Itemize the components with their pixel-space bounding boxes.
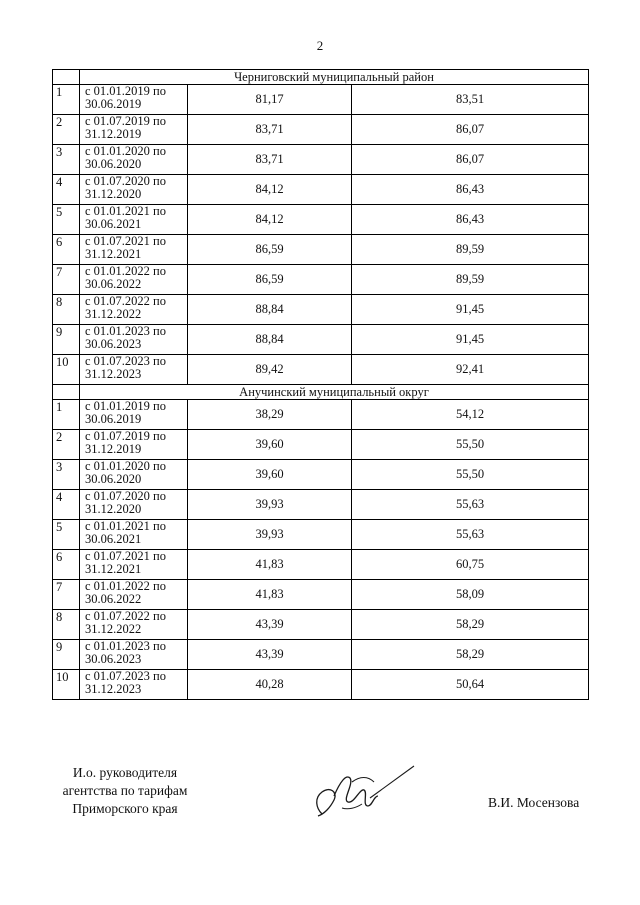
period-cell: с 01.01.2020 по 30.06.2020	[80, 145, 188, 175]
row-number: 3	[53, 145, 80, 175]
row-number: 3	[53, 460, 80, 490]
table-row	[53, 400, 589, 430]
tariff-value-1: 43,39	[188, 610, 352, 640]
period-cell: с 01.07.2021 по 31.12.2021	[80, 235, 188, 265]
row-number: 1	[53, 400, 80, 430]
tariff-value-2: 86,07	[352, 115, 589, 145]
tariff-value-2: 55,50	[352, 430, 589, 460]
tariff-value-1: 86,59	[188, 265, 352, 295]
tariff-value-1: 41,83	[188, 580, 352, 610]
table-row	[53, 550, 589, 580]
period-cell: с 01.01.2020 по 30.06.2020	[80, 460, 188, 490]
section-header-row	[53, 385, 589, 400]
tariff-value-1: 89,42	[188, 355, 352, 385]
tariff-value-1: 84,12	[188, 205, 352, 235]
table-row	[53, 640, 589, 670]
row-number: 4	[53, 490, 80, 520]
period-cell: с 01.07.2022 по 31.12.2022	[80, 295, 188, 325]
period-cell: с 01.07.2022 по 31.12.2022	[80, 610, 188, 640]
tariff-value-2: 86,43	[352, 175, 589, 205]
period-cell: с 01.01.2019 по 30.06.2019	[80, 400, 188, 430]
tariff-value-2: 54,12	[352, 400, 589, 430]
tariff-value-2: 89,59	[352, 235, 589, 265]
table-row	[53, 265, 589, 295]
row-number: 5	[53, 205, 80, 235]
tariff-value-2: 58,29	[352, 610, 589, 640]
tariff-value-2: 91,45	[352, 325, 589, 355]
row-number: 10	[53, 355, 80, 385]
table-row	[53, 355, 589, 385]
tariff-value-2: 91,45	[352, 295, 589, 325]
tariff-table	[52, 69, 589, 700]
page-number: 2	[316, 38, 324, 53]
table-row	[53, 580, 589, 610]
tariff-value-2: 86,43	[352, 205, 589, 235]
row-number: 2	[53, 115, 80, 145]
signatory-title-line-1: И.о. руководителя	[72, 765, 178, 780]
tariff-value-1: 39,60	[188, 430, 352, 460]
period-cell: с 01.01.2021 по 30.06.2021	[80, 205, 188, 235]
section-title: Анучинский муниципальный округ	[80, 385, 589, 400]
tariff-value-1: 39,93	[188, 490, 352, 520]
period-cell: с 01.07.2021 по 31.12.2021	[80, 550, 188, 580]
row-number: 9	[53, 325, 80, 355]
signatory-title	[55, 764, 195, 818]
section-title: Черниговский муниципальный район	[80, 70, 589, 85]
tariff-value-2: 92,41	[352, 355, 589, 385]
period-cell: с 01.07.2019 по 31.12.2019	[80, 430, 188, 460]
period-cell: с 01.07.2019 по 31.12.2019	[80, 115, 188, 145]
table-row	[53, 670, 589, 700]
period-cell: с 01.07.2020 по 31.12.2020	[80, 175, 188, 205]
table-row	[53, 175, 589, 205]
period-cell: с 01.01.2021 по 30.06.2021	[80, 520, 188, 550]
tariff-value-2: 60,75	[352, 550, 589, 580]
row-number: 10	[53, 670, 80, 700]
table-row	[53, 460, 589, 490]
tariff-value-2: 55,63	[352, 490, 589, 520]
tariff-value-1: 39,60	[188, 460, 352, 490]
signatory-title-line-3: Приморского края	[72, 801, 178, 816]
tariff-value-1: 88,84	[188, 325, 352, 355]
tariff-value-2: 83,51	[352, 85, 589, 115]
table-row	[53, 610, 589, 640]
tariff-value-1: 84,12	[188, 175, 352, 205]
tariff-value-2: 55,50	[352, 460, 589, 490]
tariff-value-2: 89,59	[352, 265, 589, 295]
tariff-value-1: 43,39	[188, 640, 352, 670]
period-cell: с 01.01.2022 по 30.06.2022	[80, 265, 188, 295]
table-row	[53, 325, 589, 355]
period-cell: с 01.01.2019 по 30.06.2019	[80, 85, 188, 115]
signatory-name: В.И. Мосензова	[488, 795, 580, 810]
table-row	[53, 295, 589, 325]
period-cell: с 01.01.2023 по 30.06.2023	[80, 640, 188, 670]
row-number: 5	[53, 520, 80, 550]
tariff-value-1: 40,28	[188, 670, 352, 700]
row-number: 8	[53, 295, 80, 325]
row-number: 7	[53, 265, 80, 295]
tariff-value-1: 83,71	[188, 145, 352, 175]
tariff-table-body	[53, 70, 589, 700]
table-row	[53, 235, 589, 265]
table-row	[53, 145, 589, 175]
row-number: 4	[53, 175, 80, 205]
tariff-value-2: 86,07	[352, 145, 589, 175]
tariff-value-1: 88,84	[188, 295, 352, 325]
section-header-blank-cell	[53, 385, 80, 400]
row-number: 1	[53, 85, 80, 115]
period-cell: с 01.07.2023 по 31.12.2023	[80, 355, 188, 385]
period-cell: с 01.01.2023 по 30.06.2023	[80, 325, 188, 355]
row-number: 6	[53, 235, 80, 265]
table-row	[53, 115, 589, 145]
period-cell: с 01.07.2023 по 31.12.2023	[80, 670, 188, 700]
tariff-value-2: 50,64	[352, 670, 589, 700]
section-header-blank-cell	[53, 70, 80, 85]
tariff-value-2: 55,63	[352, 520, 589, 550]
row-number: 7	[53, 580, 80, 610]
table-row	[53, 430, 589, 460]
table-row	[53, 520, 589, 550]
row-number: 8	[53, 610, 80, 640]
tariff-value-1: 39,93	[188, 520, 352, 550]
tariff-value-1: 86,59	[188, 235, 352, 265]
tariff-value-1: 41,83	[188, 550, 352, 580]
tariff-value-1: 83,71	[188, 115, 352, 145]
tariff-value-1: 38,29	[188, 400, 352, 430]
row-number: 6	[53, 550, 80, 580]
signatory-title-line-2: агентства по тарифам	[62, 783, 188, 798]
row-number: 9	[53, 640, 80, 670]
section-header-row	[53, 70, 589, 85]
tariff-value-2: 58,09	[352, 580, 589, 610]
row-number: 2	[53, 430, 80, 460]
tariff-value-1: 81,17	[188, 85, 352, 115]
handwritten-signature	[312, 752, 427, 822]
table-row	[53, 205, 589, 235]
period-cell: с 01.01.2022 по 30.06.2022	[80, 580, 188, 610]
table-row	[53, 490, 589, 520]
table-row	[53, 85, 589, 115]
period-cell: с 01.07.2020 по 31.12.2020	[80, 490, 188, 520]
tariff-value-2: 58,29	[352, 640, 589, 670]
